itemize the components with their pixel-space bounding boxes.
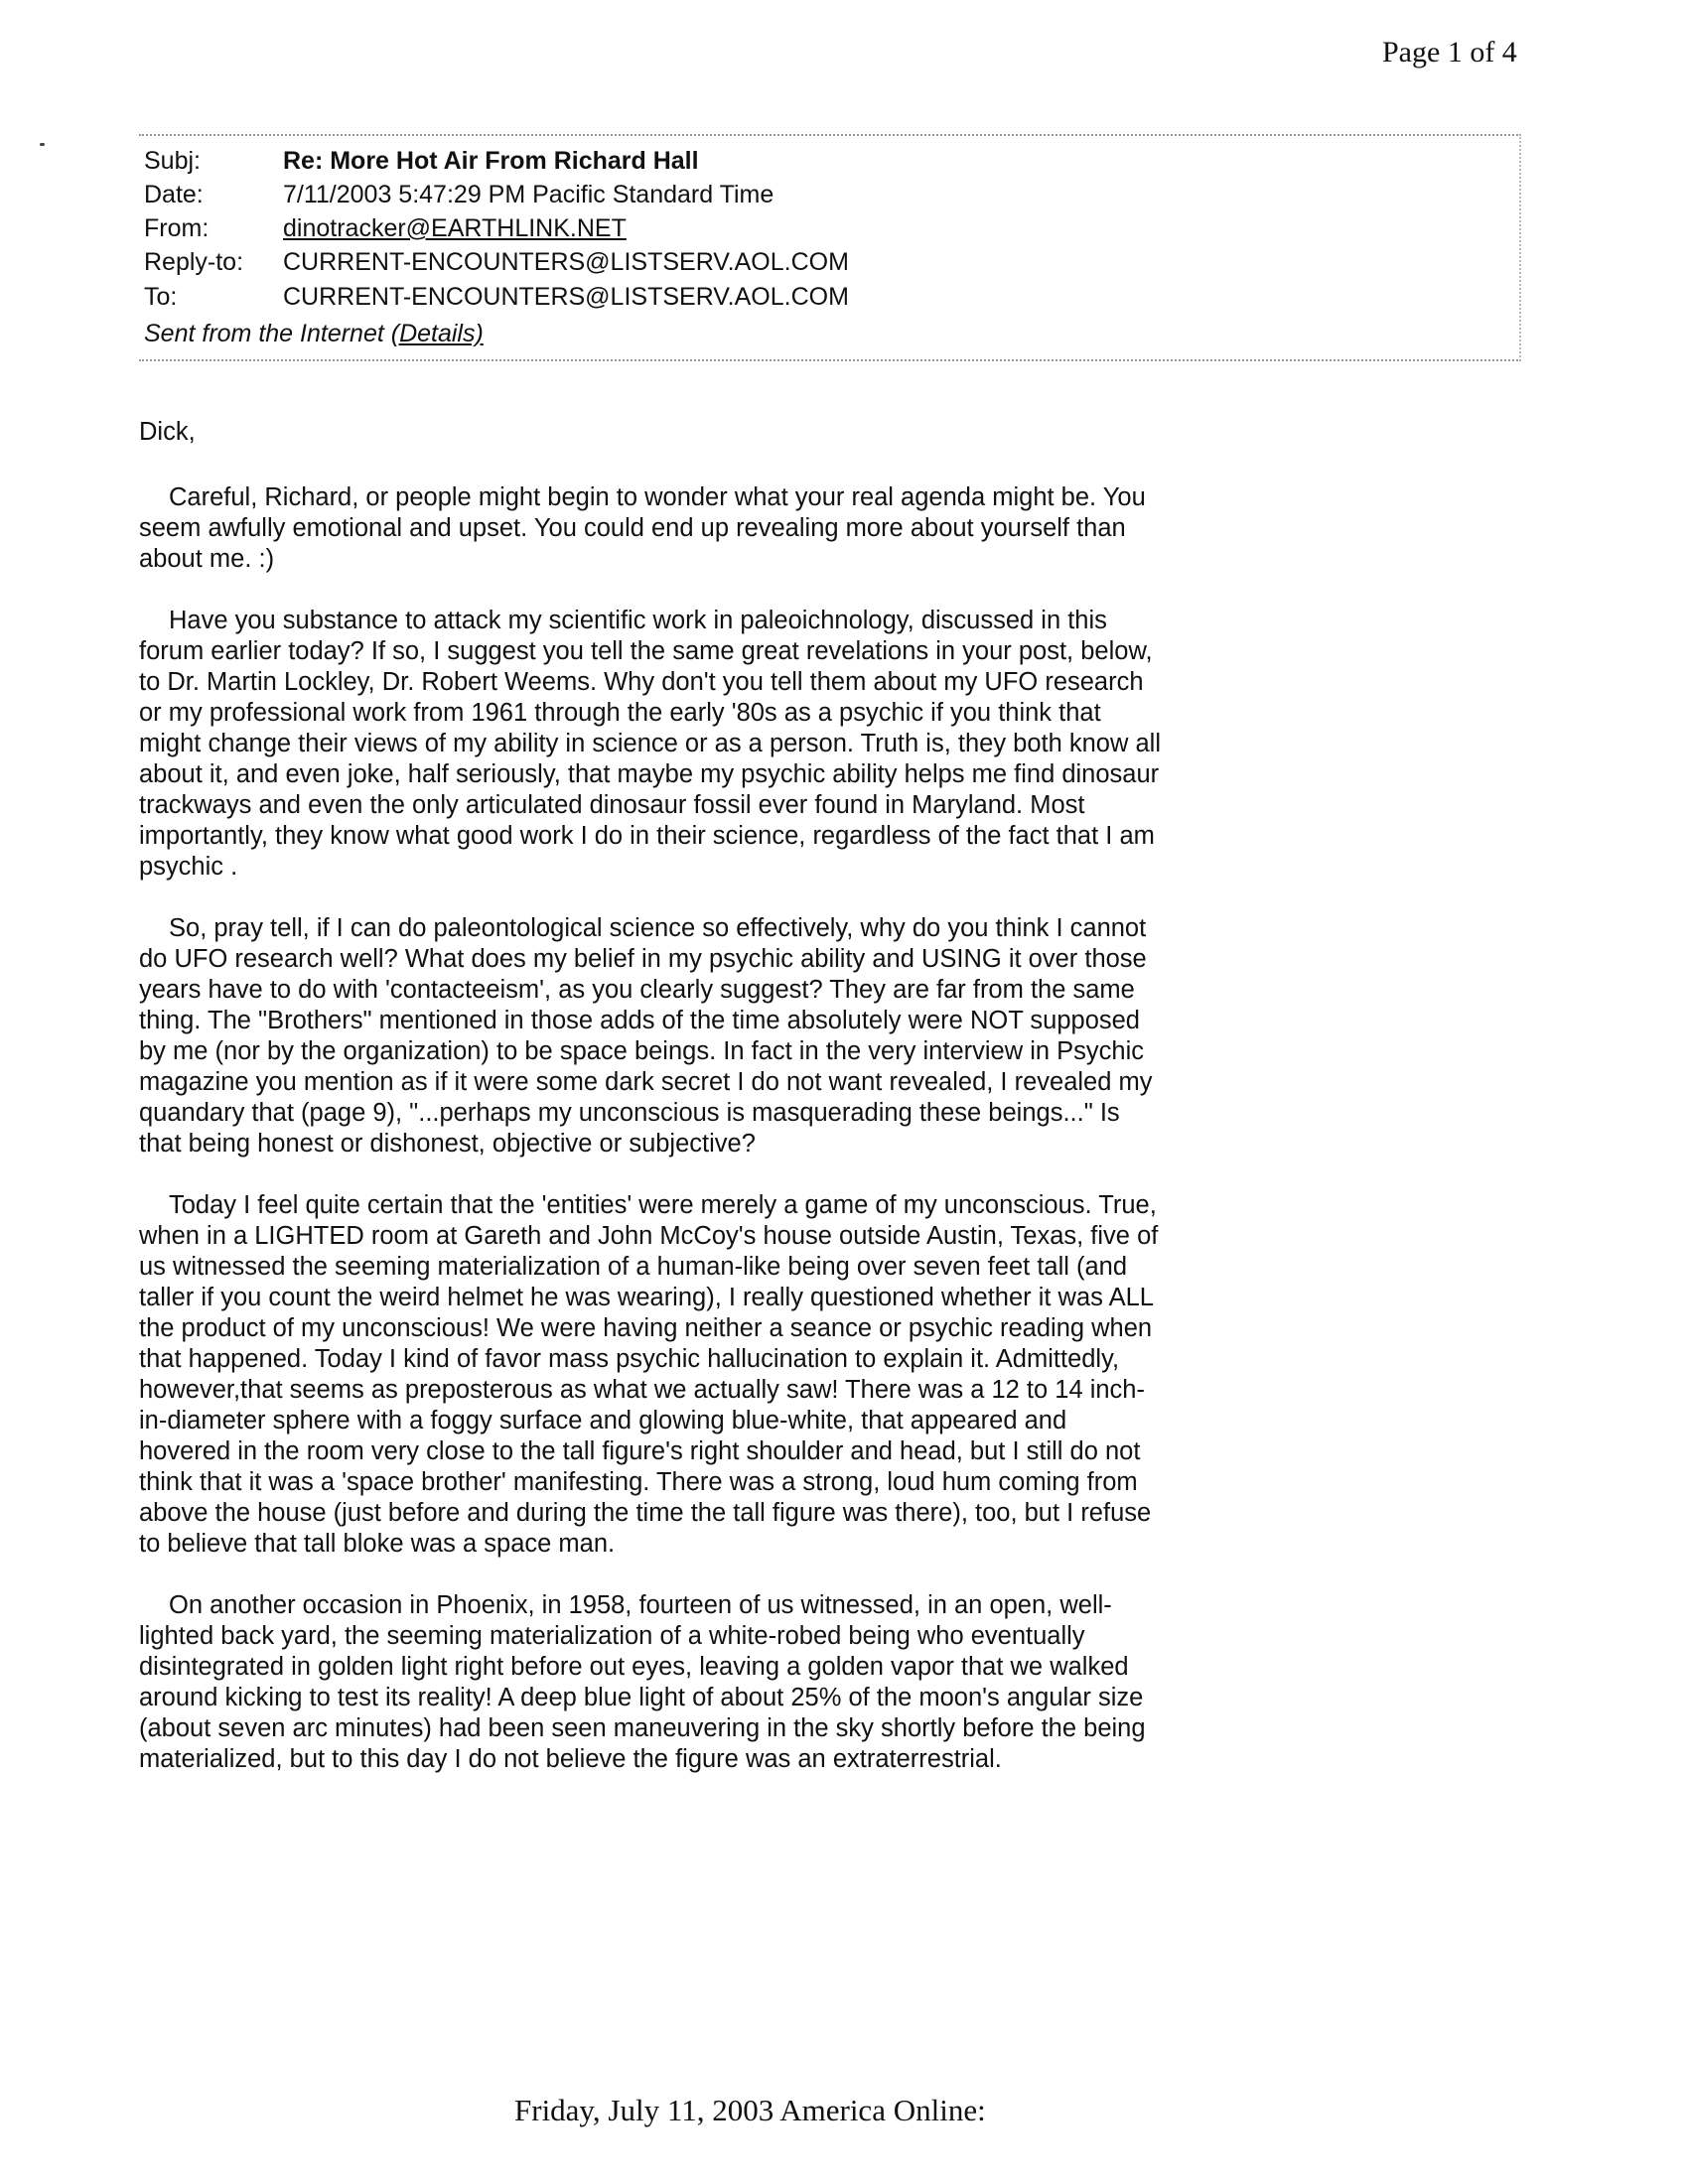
subject-value: Re: More Hot Air From Richard Hall xyxy=(283,147,699,175)
reply-to-value[interactable]: CURRENT-ENCOUNTERS@LISTSERV.AOL.COM xyxy=(283,248,849,276)
date-label: Date: xyxy=(144,181,204,208)
from-email-link[interactable]: dinotracker@EARTHLINK.NET xyxy=(283,214,627,242)
body-paragraph: Careful, Richard, or people might begin to wonder what your real agenda might be. You seem awfully emotional and upset. You could end up revealing more about yourself than about me. :) xyxy=(139,483,1146,573)
to-label: To: xyxy=(144,283,178,311)
page-number: Page 1 of 4 xyxy=(1382,36,1517,68)
body-paragraph: So, pray tell, if I can do paleontological science so effectively, why do you think I cannot do UFO research well? What does my belief in my psychic ability and USING it over those years have to do with 'contacteeism', as you clearly suggest? They are far from the same thing. The "Brothers" mentioned in those adds of the time absolutely were NOT supposed by me (nor by the organization) to be space beings. In fact in the very interview in Psychic magazine you mention as if it were some dark secret I do not want revealed, I revealed my quandary that (page 9), "...perhaps my unconscious is masquerading these beings..." Is that being honest or dishonest, objective or subjective? xyxy=(139,914,1153,1158)
body-paragraph: Have you substance to attack my scientific work in paleoichnology, discussed in this forum earlier today? If so, I suggest you tell the same great revelations in your post, below, to Dr. Martin Lockley, Dr. Robert Weems. Why don't you tell them about my UFO research or my professional work from 1961 through the early '80s as a psychic if you think that might change their views of my ability in science or as a person. Truth is, they both know all about it, and even joke, half seriously, that maybe my psychic ability helps me find dinosaur trackways and even the only articulated dinosaur fossil ever found in Maryland. Most importantly, they know what good work I do in their science, regardless of the fact that I am psychic . xyxy=(139,607,1161,881)
sent-from-row xyxy=(144,320,484,348)
body-paragraph: On another occasion in Phoenix, in 1958, fourteen of us witnessed, in an open, well-lighted back yard, the seeming materialization of a white-robed being who eventually disintegrated in golden light right before out eyes, leaving a golden vapor that we walked around kicking to test its reality! A deep blue light of about 25% of the moon's angular size (about seven arc minutes) had been seen maneuvering in the sky shortly before the being materialized, but to this day I do not believe the figure was an extraterrestrial. xyxy=(139,1591,1146,1773)
body-paragraph: Today I feel quite certain that the 'entities' were merely a game of my unconscious. True, when in a LIGHTED room at Gareth and John McCoy's house outside Austin, Texas, five of us witnessed the seeming materialization of a human-like being over seven feet tall (and taller if you count the weird helmet he was wearing), I really questioned whether it was ALL the product of my unconscious! We were having neither a seance or psychic reading when that happened. Today I kind of favor mass psychic hallucination to explain it. Admittedly, however,that seems as preposterous as what we actually saw! There was a 12 to 14 inch-in-diameter sphere with a foggy surface and glowing blue-white, that appeared and hovered in the room very close to the tall figure's right shoulder and head, but I still do not think that it was a 'space brother' manifesting. There was a strong, loud hum coming from above the house (just before and during the time the tall figure was there), too, but I refuse to believe that tall bloke was a space man. xyxy=(139,1191,1159,1558)
sent-from-label: Sent from the Internet xyxy=(144,320,391,347)
from-label: From: xyxy=(144,214,210,242)
date-value: 7/11/2003 5:47:29 PM Pacific Standard Time xyxy=(283,181,774,208)
to-row xyxy=(144,281,849,313)
footer-date: Friday, July 11, 2003 America Online: xyxy=(514,2093,986,2127)
email-body xyxy=(139,417,1162,1806)
salutation: Dick, xyxy=(139,418,196,446)
from-row xyxy=(144,212,627,244)
reply-to-label: Reply-to: xyxy=(144,248,244,276)
subject-row xyxy=(144,145,699,177)
to-value[interactable]: CURRENT-ENCOUNTERS@LISTSERV.AOL.COM xyxy=(283,283,849,311)
reply-to-row xyxy=(144,246,849,278)
scan-speck xyxy=(40,143,45,146)
date-row xyxy=(144,179,774,210)
subject-label: Subj: xyxy=(144,147,201,175)
details-link[interactable]: (Details) xyxy=(390,320,484,347)
